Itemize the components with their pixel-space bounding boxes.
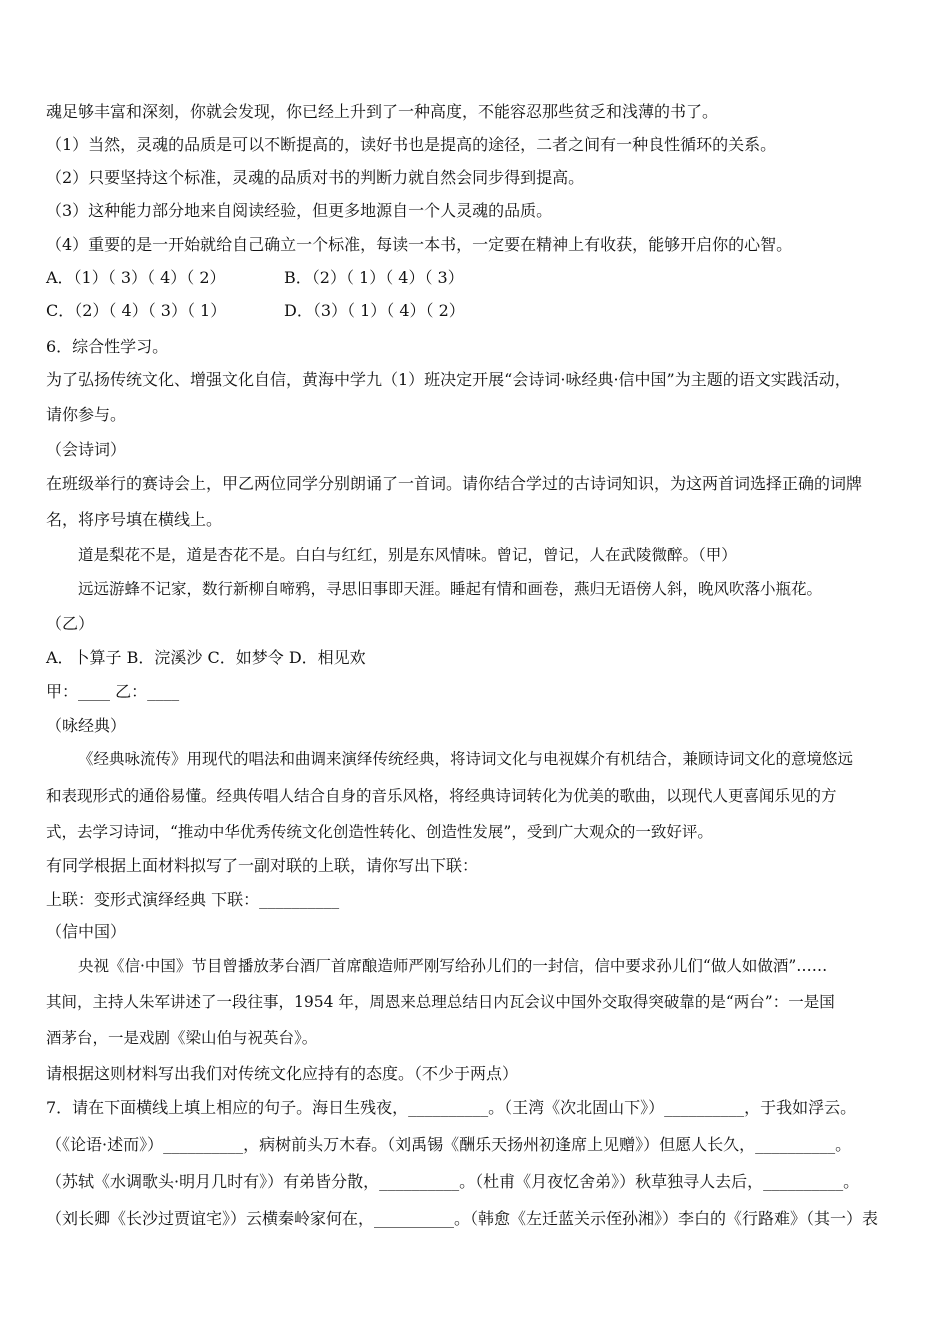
part3-paragraph-line-3: 酒茅台，一是戏剧《梁山伯与祝英台》。 xyxy=(46,1029,318,1047)
q6-intro-line-1: 为了弘扬传统文化、增强文化自信，黄海中学九（1）班决定开展“会诗词·咏经典·信中国”为主题的语文实践活动， xyxy=(46,370,851,389)
q5-sentence-3: （3）这种能力部分地来自阅读经验，但更多地源自一个人灵魂的品质。 xyxy=(46,201,553,220)
part2-paragraph-line-1: 《经典咏流传》用现代的唱法和曲调来演绎传统经典，将诗词文化与电视媒介有机结合，兼顾诗词文化的意境悠远 xyxy=(78,750,854,768)
part2-paragraph-line-3: 式，去学习诗词，“推动中华优秀传统文化创造性转化、创造性发展”，受到广大观众的一致好评。 xyxy=(46,823,713,841)
part3-paragraph-line-1: 央视《信·中国》节目曾播放茅台酒厂首席酿造师严刚写给孙儿们的一封信，信中要求孙儿们“做人如做酒”…… xyxy=(78,957,828,975)
part2-paragraph-line-2: 和表现形式的通俗易懂。经典传唱人结合自身的音乐风格，将经典诗词转化为优美的歌曲，以现代人更喜闻乐见的方 xyxy=(46,787,837,805)
q5-sentence-1: （1）当然，灵魂的品质是可以不断提高的，读好书也是提高的途径，二者之间有一种良性循环的关系。 xyxy=(46,135,777,154)
q6-part2-question: 有同学根据上面材料拟写了一副对联的上联，请你写出下联： xyxy=(46,856,479,875)
poem-yi-label: （乙） xyxy=(46,614,95,633)
q6-part3-label: （信中国） xyxy=(46,922,127,941)
q6-part2-label: （咏经典） xyxy=(46,716,127,735)
part3-paragraph-line-2: 其间，主持人朱军讲述了一段往事，1954 年，周恩来总理总结日内瓦会议中国外交取得突破靠的是“两台”：一是国 xyxy=(46,993,835,1011)
q5-sentence-2: （2）只要坚持这个标准，灵魂的品质对书的判断力就自然会同步得到提高。 xyxy=(46,168,585,187)
couplet-line[interactable]: 上联：变形式演绎经典 下联：__________ xyxy=(46,890,340,909)
q6-part1-label: （会诗词） xyxy=(46,440,127,459)
q6-part1-question-line-2: 名，将序号填在横线上。 xyxy=(46,510,223,529)
q6-part3-question: 请根据这则材料写出我们对传统文化应持有的态度。（不少于两点） xyxy=(46,1064,519,1083)
q7-line-2: （《论语·述而》）__________，病树前头万木春。（刘禹锡《酬乐天扬州初逢席上见赠》）但愿人长久，__________。 xyxy=(46,1135,852,1154)
q5-option-a: A．（1）（ 3）（ 4）（ 2） xyxy=(46,268,226,287)
q5-option-c: C．（2）（ 4）（ 3）（ 1） xyxy=(46,301,227,320)
poem-yi: 远远游蜂不记家，数行新柳自啼鸦，寻思旧事即天涯。睡起有情和画卷，燕归无语傍人斜，晚风吹落小瓶花。 xyxy=(78,580,823,598)
q5-option-d: D．（3）（ 1）（ 4）（ 2） xyxy=(284,301,465,320)
poem-jia: 道是梨花不是，道是杏花不是。白白与红红，别是东风情味。曾记，曾记，人在武陵微醉。（甲） xyxy=(78,546,737,564)
q5-option-b: B．（2）（ 1）（ 4）（ 3） xyxy=(284,268,464,287)
q7-line-3: （苏轼《水调歌头·明月几时有》）有弟皆分散，__________。（杜甫《月夜忆舍弟》）秋草独寻人去后，__________。 xyxy=(46,1172,860,1191)
q6-title: 6．综合性学习。 xyxy=(46,337,169,356)
q6-intro-line-2: 请你参与。 xyxy=(46,405,127,424)
q6-part1-question-line-1: 在班级举行的赛诗会上，甲乙两位同学分别朗诵了一首词。请你结合学过的古诗词知识，为这两首词选择正确的词牌 xyxy=(46,474,863,493)
q5-intro-text: 魂足够丰富和深刻，你就会发现，你已经上升到了一种高度，不能容忍那些贫乏和浅薄的书了。 xyxy=(46,102,719,121)
q5-sentence-4: （4）重要的是一开始就给自己确立一个标准，每读一本书，一定要在精神上有收获，能够开启你的心智。 xyxy=(46,235,793,254)
ci-pai-choices: A．卜算子 B．浣溪沙 C．如梦令 D．相见欢 xyxy=(46,648,366,667)
answer-blank-line[interactable]: 甲：____ 乙：____ xyxy=(46,682,180,701)
q7-line-4: （刘长卿《长沙过贾谊宅》）云横秦岭家何在，__________。（韩愈《左迁蓝关示侄孙湘》）李白的《行路难》（其一）表 xyxy=(46,1209,879,1228)
q7-line-1: 7．请在下面横线上填上相应的句子。海日生残夜，__________。（王湾《次北固山下》）__________，于我如浮云。 xyxy=(46,1098,857,1117)
